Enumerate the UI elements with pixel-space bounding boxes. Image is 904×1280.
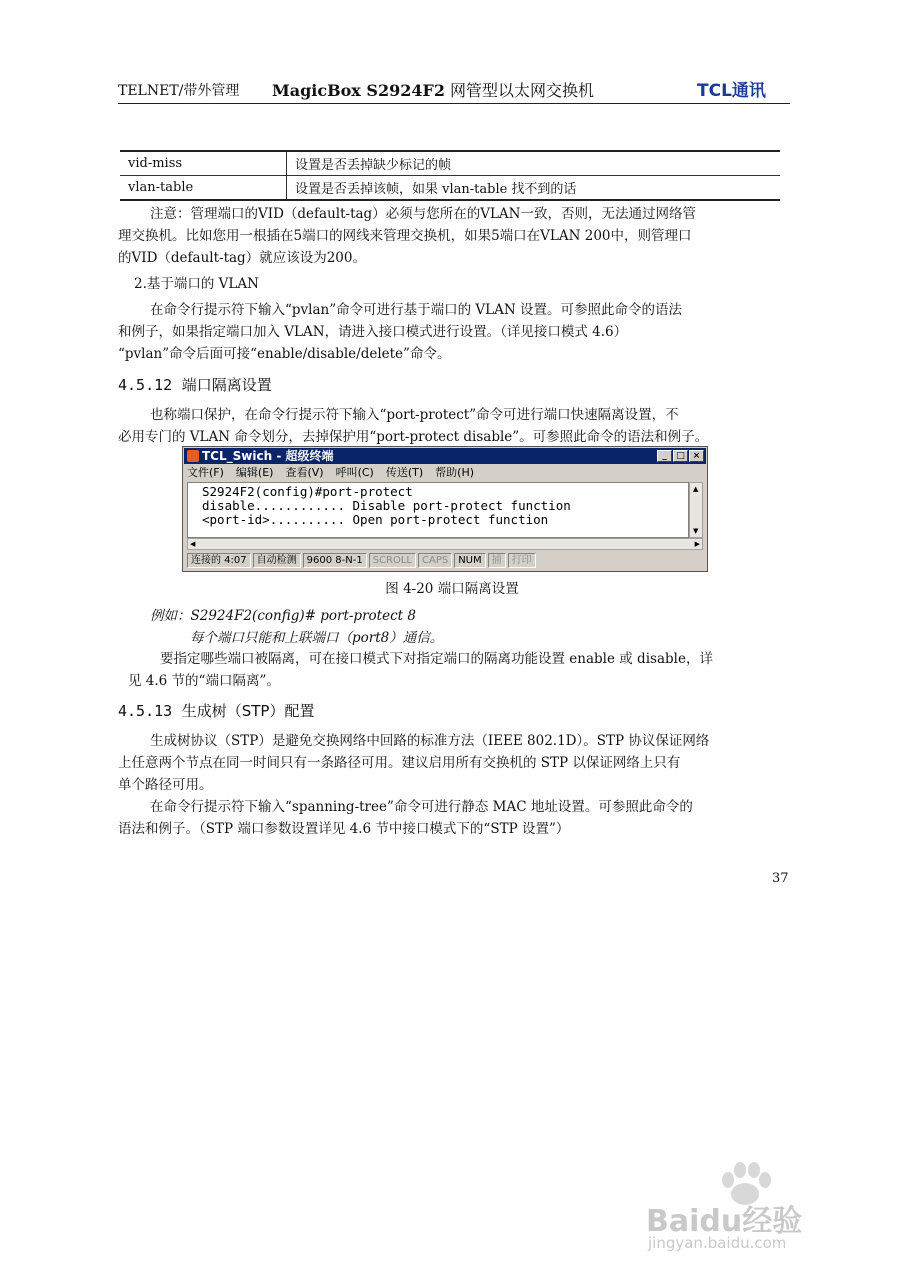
table-row [120,176,780,201]
terminal-title-bar [184,448,706,464]
paragraph-line: 见 4.6 节的“端口隔离”。 [128,673,280,689]
scroll-right-icon[interactable]: ▶ [694,540,700,548]
menu-file[interactable]: 文件(F) [187,466,224,479]
note-line: 理交换机。比如您用一根插在5端口的网线来管理交换机，如果5端口在VLAN 200中，则管理口 [118,228,692,244]
paragraph-line: 单个路径可用。 [118,777,213,793]
example-command: 例如：S2924F2(config)# port-protect 8 [150,608,416,624]
status-baud: 9600 8-N-1 [303,553,367,568]
paragraph-line: 和例子，如果指定端口加入 VLAN，请进入接口模式进行设置。（详见接口模式 4.6） [118,324,628,340]
status-scroll: SCROLL [369,553,416,568]
paragraph-line: 要指定哪些端口被隔离，可在接口模式下对指定端口的隔离功能设置 enable 或 disable，详 [160,651,713,667]
terminal-menu-bar [187,465,474,481]
table-row [120,151,780,176]
status-connected-time: 连接的 4:07 [187,553,251,568]
menu-help[interactable]: 帮助(H) [435,466,475,479]
status-num: NUM [454,553,485,568]
maximize-button[interactable]: □ [673,450,688,462]
section-number: 4.5.13 [118,702,173,720]
status-print: 打印 [508,553,536,568]
terminal-status-bar [187,553,536,568]
header-product-name: MagicBox S2924F2 [272,81,445,100]
header-product-desc: 网管型以太网交换机 [444,81,595,100]
section-title: 端口隔离设置 [181,376,272,394]
paragraph-line: 也称端口保护，在命令行提示符下输入“port-protect”命令可进行端口快速隔离设置，不 [150,407,679,423]
paragraph-line: 上任意两个节点在同一时间只有一条路径可用。建议启用所有交换机的 STP 以保证网络上只有 [118,755,681,771]
section-title: 生成树（STP）配置 [181,702,315,720]
menu-transfer[interactable]: 传送(T) [385,466,424,479]
app-icon [187,450,199,462]
header-rule [118,103,790,104]
header-title [272,78,594,101]
options-table [120,150,780,201]
watermark-brand: Baidu经验 [646,1204,803,1239]
status-detect: 自动检测 [253,553,301,568]
menu-call[interactable]: 呼叫(C) [335,466,374,479]
header-section-label: TELNET/带外管理 [118,83,240,99]
status-capture: 捕 [488,553,506,568]
section-heading-4-5-13 [118,700,314,721]
terminal-window [182,446,708,572]
port-protect-paragraph [118,404,786,448]
example-note: 每个端口只能和上联端口（port8）通信。 [190,630,444,646]
section-number: 4.5.12 [118,376,173,394]
scroll-down-icon[interactable]: ▼ [693,527,699,535]
menu-view[interactable]: 查看(V) [285,466,324,479]
section-heading-4-5-12 [118,374,272,395]
note-line: 注意：管理端口的VID（default-tag）必须与您所在的VLAN一致，否则，无法通过网络管 [150,206,696,222]
vertical-scrollbar[interactable] [689,482,703,538]
option-desc: 设置是否丢掉缺少标记的帧 [287,151,781,176]
paragraph-line: 生成树协议（STP）是避免交换网络中回路的标准方法（IEEE 802.1D）。STP 协议保证网络 [150,733,710,749]
note-paragraph [118,203,786,269]
paragraph-line: 语法和例子。（STP 端口参数设置详见 4.6 节中接口模式下的“STP 设置”） [118,821,570,837]
terminal-line: S2924F2(config)#port-protect [202,484,413,499]
terminal-line: <port-id>.......... Open port-protect function [202,512,549,527]
menu-edit[interactable]: 编辑(E) [235,466,274,479]
close-button[interactable]: × [689,450,704,462]
terminal-line: disable............ Disable port-protect function [202,498,571,513]
paragraph-line: 必用专门的 VLAN 命令划分，去掉保护用“port-protect disable”。可参照此命令的语法和例子。 [118,429,709,445]
paragraph-line: 在命令行提示符下输入“pvlan”命令可进行基于端口的 VLAN 设置。可参照此命令的语法 [150,302,682,318]
status-caps: CAPS [418,553,452,568]
watermark-url: jingyan.baidu.com [648,1234,787,1252]
paragraph-line: “pvlan”命令后面可接“enable/disable/delete”命令。 [118,346,451,362]
option-key: vid-miss [120,151,287,176]
port-vlan-heading: 2.基于端口的 VLAN [134,276,259,292]
terminal-output[interactable] [187,482,689,538]
figure-caption: 图 4-20 端口隔离设置 [385,581,519,597]
minimize-button[interactable]: _ [657,450,672,462]
note-line: 的VID（default-tag）就应该设为200。 [118,250,366,266]
tcl-logo: TCL通讯 [697,81,766,101]
port-vlan-paragraph [118,299,786,365]
page-number: 37 [772,871,789,886]
window-controls [657,450,704,462]
terminal-title: TCL_Swich - 超级终端 [202,449,334,463]
scroll-up-icon[interactable]: ▲ [693,485,699,493]
option-desc: 设置是否丢掉该帧，如果 vlan-table 找不到的话 [287,176,781,201]
baidu-watermark [640,1160,850,1250]
stp-paragraph [118,730,786,840]
paragraph-line: 在命令行提示符下输入“spanning-tree”命令可进行静态 MAC 地址设置。可参照此命令的 [150,799,693,815]
option-key: vlan-table [120,176,287,201]
horizontal-scrollbar[interactable] [187,538,703,550]
isolation-paragraph [128,648,788,692]
scroll-left-icon[interactable]: ◀ [190,540,196,548]
